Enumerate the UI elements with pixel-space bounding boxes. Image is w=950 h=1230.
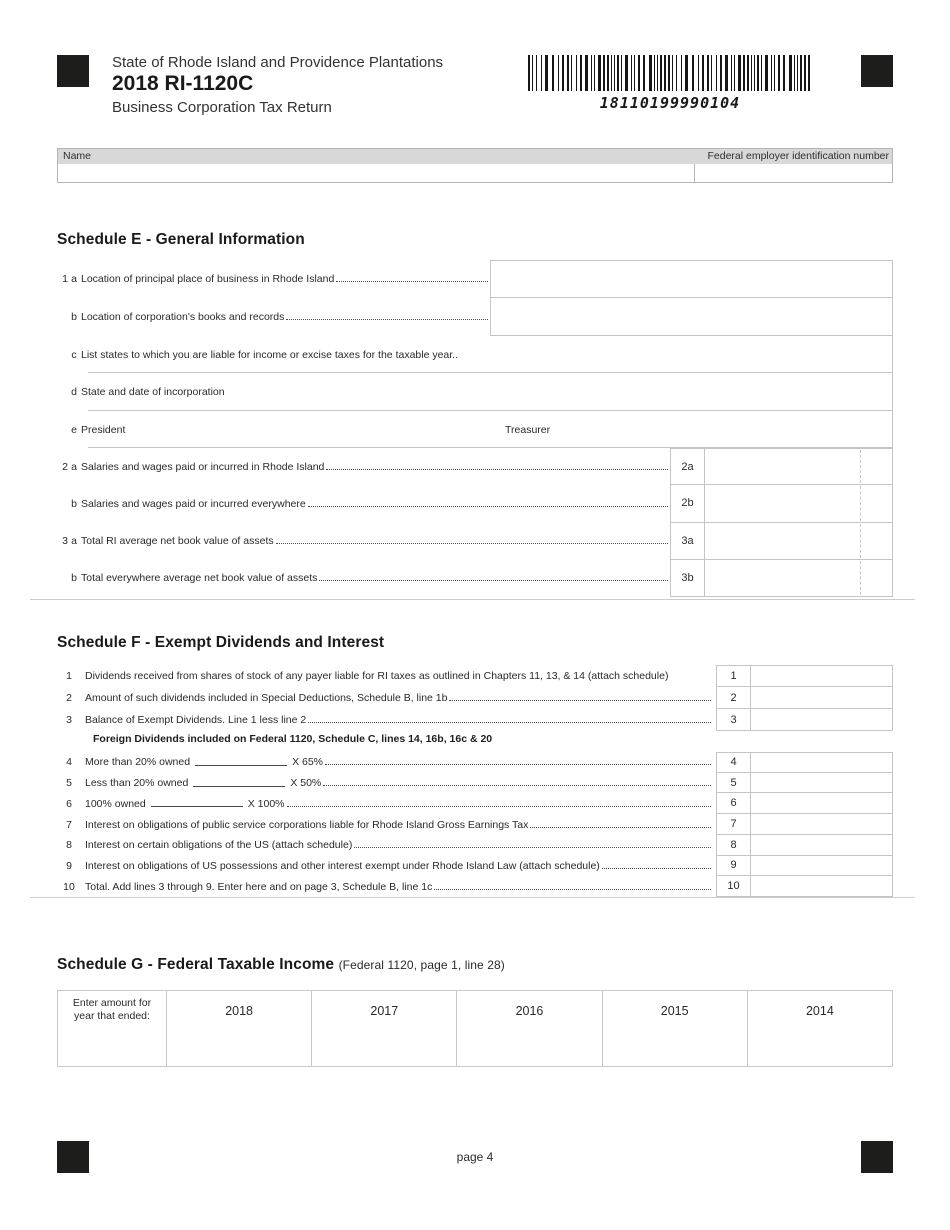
dotted-leader: [530, 822, 711, 828]
page-number: page 4: [456, 1150, 494, 1164]
line-label: Salaries and wages paid or incurred everywhere: [81, 497, 306, 510]
name-label: Name: [63, 150, 92, 162]
line-number: 3: [62, 535, 68, 548]
dotted-leader: [276, 538, 668, 544]
line-label: Less than 20% owned: [85, 777, 189, 790]
foreign-dividends-heading: Foreign Dividends included on Federal 1120, Schedule C, lines 14, 16b, 16c & 20: [93, 733, 493, 745]
line-number: 5: [66, 777, 72, 790]
schedule-f-row-10: [57, 876, 893, 897]
line-label: Interest on obligations of public service corporations liable for Rhode Island Gross Earnings Tax: [85, 818, 529, 831]
line-number: 2: [66, 692, 72, 704]
line-code-box: 4: [716, 752, 750, 773]
fein-input[interactable]: [695, 164, 892, 182]
line-number: 8: [66, 839, 72, 852]
form-number: 2018 RI-1120C: [112, 72, 254, 95]
year-column-2017[interactable]: 2017: [311, 991, 456, 1066]
dotted-leader: [323, 780, 711, 786]
amount-input-2b[interactable]: [704, 485, 893, 522]
dotted-leader: [602, 863, 711, 869]
amount-input-f1[interactable]: [750, 665, 893, 687]
line-code-box: 5: [716, 773, 750, 794]
line-code-box: 2: [716, 687, 750, 709]
schedule-f-row-7: [57, 814, 893, 835]
dotted-leader: [286, 314, 488, 320]
amount-input-3b[interactable]: [704, 560, 893, 597]
form-subtitle: Business Corporation Tax Return: [112, 99, 332, 116]
schedule-f-row-2: [57, 687, 893, 709]
section-divider: [30, 599, 915, 600]
line-number: 3: [66, 714, 72, 726]
schedule-f-title: Schedule F - Exempt Dividends and Interest: [57, 634, 385, 651]
schedule-e-row-1e: [57, 411, 892, 448]
line-label: Salaries and wages paid or incurred in Rhode Island: [81, 460, 325, 473]
amount-input-f3[interactable]: [750, 709, 893, 731]
dotted-leader: [336, 276, 488, 282]
schedule-e-row-1d: [57, 373, 892, 411]
schedule-f-row-8: [57, 835, 893, 856]
line-label: 100% owned: [85, 797, 146, 810]
ownership-blank-input[interactable]: [151, 800, 243, 807]
line-label: More than 20% owned: [85, 756, 191, 769]
schedule-e-row-3b: [57, 560, 893, 597]
line-code-box: 2a: [670, 448, 704, 485]
line-code-box: 10: [716, 876, 750, 897]
amount-input-f8[interactable]: [750, 835, 893, 856]
schedule-f-row-6: [57, 793, 893, 814]
line-number: 2: [62, 460, 68, 473]
amount-input-f10[interactable]: [750, 876, 893, 897]
line-letter: b: [71, 572, 77, 585]
dotted-leader: [308, 717, 711, 723]
year-column-2014[interactable]: 2014: [747, 991, 892, 1066]
line-label: Interest on certain obligations of the US (attach schedule): [85, 839, 353, 852]
line-label: President: [81, 423, 126, 436]
dotted-leader: [308, 501, 668, 507]
line-label-suffix: X 50%: [290, 777, 322, 790]
line-code-box: 9: [716, 856, 750, 877]
line-label: Total RI average net book value of assets: [81, 535, 274, 548]
treasurer-label: Treasurer: [505, 423, 551, 436]
cents-divider: [860, 524, 861, 558]
line-letter: a: [71, 535, 77, 548]
schedule-f-row-9: [57, 856, 893, 877]
line-label: List states to which you are liable for income or excise taxes for the taxable year..: [81, 348, 459, 361]
cents-divider: [860, 486, 861, 520]
amount-input-f5[interactable]: [750, 773, 893, 794]
schedule-e-row-2b: [57, 485, 893, 522]
barcode: [528, 55, 812, 91]
name-fein-header-band: [58, 149, 892, 164]
schedule-g-table: [57, 990, 893, 1067]
schedule-f-row-5: [57, 773, 893, 794]
line-code-box: 3a: [670, 523, 704, 560]
schedule-e-info-table: [57, 260, 893, 448]
line-letter: e: [71, 423, 77, 436]
line-code-box: 1: [716, 665, 750, 687]
dotted-leader: [319, 575, 668, 581]
schedule-g-title: [57, 956, 505, 974]
amount-input-f2[interactable]: [750, 687, 893, 709]
schedule-g-title-text: Schedule G - Federal Taxable Income: [57, 956, 335, 973]
line-letter: b: [71, 497, 77, 510]
dotted-leader: [434, 884, 711, 890]
year-column-2018[interactable]: 2018: [166, 991, 311, 1066]
line-letter: b: [71, 311, 77, 323]
cents-divider: [860, 561, 861, 595]
field-1a-input[interactable]: [490, 260, 892, 298]
line-number: 10: [63, 880, 75, 893]
schedule-e-row-1b: [57, 298, 892, 336]
line-letter: d: [71, 386, 77, 398]
schedule-f-lines-4-10: [57, 752, 893, 897]
line-code-box: 3b: [670, 560, 704, 597]
line-label: Total everywhere average net book value of assets: [81, 572, 318, 585]
line-code-box: 8: [716, 835, 750, 856]
amount-input-2a[interactable]: [704, 448, 893, 485]
schedule-f-row-1: [57, 665, 893, 687]
line-label-suffix: X 100%: [247, 797, 285, 810]
name-input[interactable]: [58, 164, 694, 182]
line-code-box: 2b: [670, 485, 704, 522]
schedule-e-amount-table: [57, 448, 893, 597]
schedule-e-row-1a: [57, 260, 892, 298]
line-label-suffix: X 65%: [292, 756, 324, 769]
line-label: Location of principal place of business in Rhode Island: [81, 273, 335, 285]
line-number: 9: [66, 859, 72, 872]
line-label: Total. Add lines 3 through 9. Enter here and on page 3, Schedule B, line 1c: [85, 880, 433, 893]
field-1b-input[interactable]: [490, 298, 892, 336]
barcode-bars: [528, 55, 812, 91]
line-label: State and date of incorporation: [81, 386, 225, 398]
registration-mark-top-left: [57, 55, 89, 87]
dotted-leader: [287, 801, 712, 807]
name-fein-box: [57, 148, 893, 183]
schedule-g-title-note: (Federal 1120, page 1, line 28): [338, 958, 505, 972]
line-label: Balance of Exempt Dividends. Line 1 less line 2: [85, 714, 307, 726]
line-label: Interest on obligations of US possessions and other interest exempt under Rhode Island Law (attach schedule): [85, 859, 600, 872]
year-column-2015[interactable]: 2015: [602, 991, 747, 1066]
year-column-2016[interactable]: 2016: [456, 991, 601, 1066]
amount-input-f4[interactable]: [750, 752, 893, 773]
line-number: 6: [66, 797, 72, 810]
schedule-e-title: Schedule E - General Information: [57, 231, 305, 248]
schedule-e-row-2a: [57, 448, 893, 485]
line-letter: c: [71, 348, 77, 361]
schedule-f-lines-1-3: [57, 665, 893, 731]
barcode-number: 18110199990104: [599, 94, 741, 112]
schedule-g-row-label: Enter amount for year that ended:: [72, 997, 152, 1022]
dotted-leader: [449, 695, 711, 701]
cents-divider: [860, 450, 861, 483]
line-number: 4: [66, 756, 72, 769]
fein-label: Federal employer identification number: [707, 150, 889, 162]
line-number: 7: [66, 818, 72, 831]
line-code-box: 6: [716, 793, 750, 814]
line-label: Location of corporation's books and records: [81, 311, 285, 323]
line-code-box: 3: [716, 709, 750, 731]
dotted-leader: [326, 464, 668, 470]
line-label: Amount of such dividends included in Special Deductions, Schedule B, line 1b: [85, 692, 448, 704]
amount-input-f6[interactable]: [750, 793, 893, 814]
amount-input-f7[interactable]: [750, 814, 893, 835]
schedule-e-row-1c: [57, 336, 892, 373]
schedule-f-row-4: [57, 752, 893, 773]
ownership-blank-input[interactable]: [193, 780, 285, 787]
amount-input-f9[interactable]: [750, 856, 893, 877]
line-number: 1: [62, 273, 68, 285]
line-label: Dividends received from shares of stock of any payer liable for RI taxes as outlined in Chapters 11, 13, & 14 (attach schedule): [85, 670, 669, 682]
line-number: 1: [66, 670, 72, 682]
schedule-f-row-3: [57, 709, 893, 731]
form-title-block: [112, 54, 443, 116]
line-code-box: 7: [716, 814, 750, 835]
line-letter: a: [71, 460, 77, 473]
amount-input-3a[interactable]: [704, 523, 893, 560]
section-divider: [30, 897, 915, 898]
registration-mark-top-right: [861, 55, 893, 87]
agency-name: State of Rhode Island and Providence Plantations: [112, 54, 444, 71]
schedule-e-row-3a: [57, 523, 893, 560]
ownership-blank-input[interactable]: [195, 759, 287, 766]
line-letter: a: [71, 273, 77, 285]
dotted-leader: [325, 759, 711, 765]
dotted-leader: [354, 842, 711, 848]
